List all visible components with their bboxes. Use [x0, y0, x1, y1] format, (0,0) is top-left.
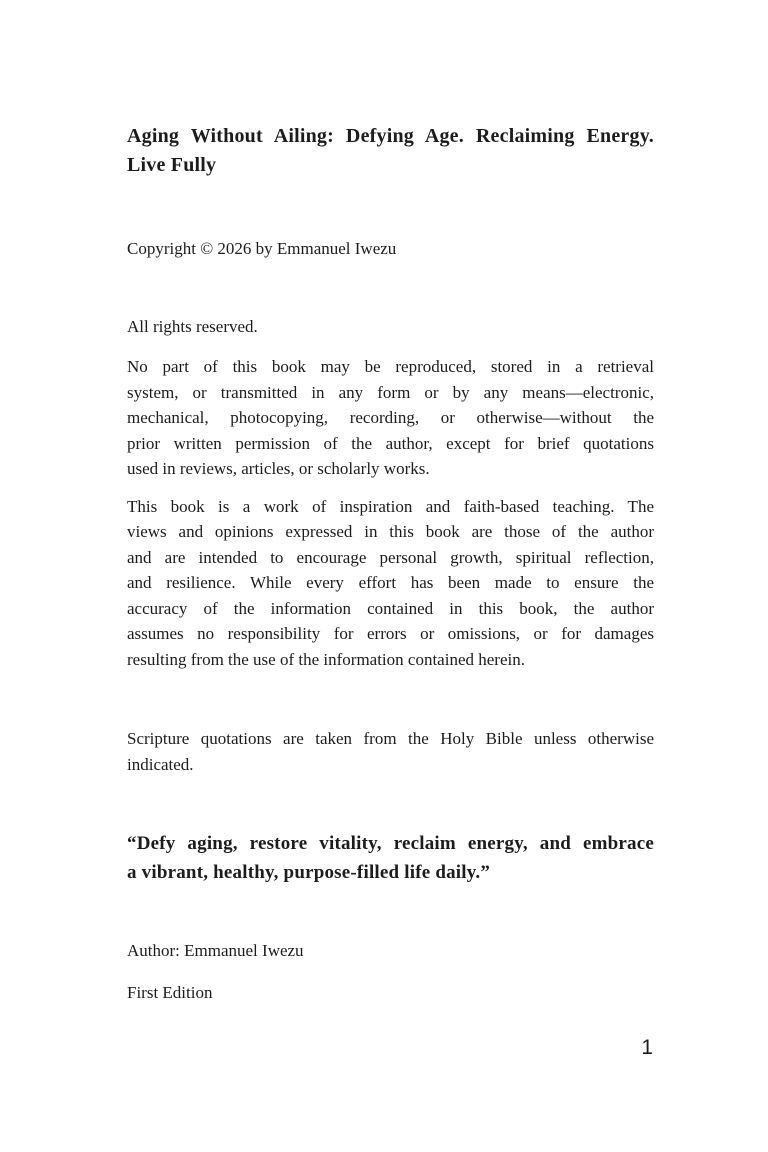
- text-line: “Defy aging, restore vitality, reclaim energy, and embrace: [127, 833, 654, 854]
- page-content: [127, 122, 654, 1005]
- edition-line: [127, 980, 654, 1006]
- author-line: [127, 938, 654, 964]
- text-line: All rights reserved.: [127, 316, 258, 336]
- scripture-note: [127, 726, 654, 777]
- text-line: No part of this book may be reproduced, stored in a retrieval: [127, 357, 654, 376]
- epigraph-quote: [127, 829, 654, 887]
- page-number: 1: [641, 1036, 653, 1059]
- text-line: assumes no responsibility for errors or omissions, or for damages: [127, 624, 654, 643]
- book-title: [127, 122, 654, 180]
- text-line: indicated.: [127, 754, 194, 774]
- text-line: Aging Without Ailing: Defying Age. Reclaiming Energy.: [127, 125, 654, 147]
- text-line: a vibrant, healthy, purpose-filled life daily.”: [127, 862, 491, 883]
- text-line: This book is a work of inspiration and faith-based teaching. The: [127, 496, 654, 516]
- text-line: and are intended to encourage personal growth, spiritual reflection,: [127, 547, 654, 567]
- disclaimer-paragraph: [127, 494, 654, 673]
- rights-reserved-line: [127, 314, 654, 340]
- permissions-paragraph: [127, 354, 654, 482]
- text-line: resulting from the use of the information contained herein.: [127, 649, 525, 669]
- text-line: prior written permission of the author, except for brief quotations: [127, 433, 654, 453]
- text-line: used in reviews, articles, or scholarly works.: [127, 459, 430, 478]
- text-line: mechanical, photocopying, recording, or otherwise—without the: [127, 408, 654, 427]
- text-line: and resilience. While every effort has been made to ensure the: [127, 573, 654, 592]
- text-line: First Edition: [127, 982, 213, 1002]
- text-line: Scripture quotations are taken from the Holy Bible unless otherwise: [127, 729, 654, 748]
- text-line: views and opinions expressed in this book are those of the author: [127, 522, 654, 541]
- copyright-line: [127, 236, 654, 262]
- text-line: Copyright © 2026 by Emmanuel Iwezu: [127, 239, 397, 258]
- text-line: Author: Emmanuel Iwezu: [127, 941, 304, 960]
- text-line: accuracy of the information contained in this book, the author: [127, 598, 654, 618]
- text-line: Live Fully: [127, 154, 217, 176]
- text-line: system, or transmitted in any form or by any means—electronic,: [127, 382, 654, 402]
